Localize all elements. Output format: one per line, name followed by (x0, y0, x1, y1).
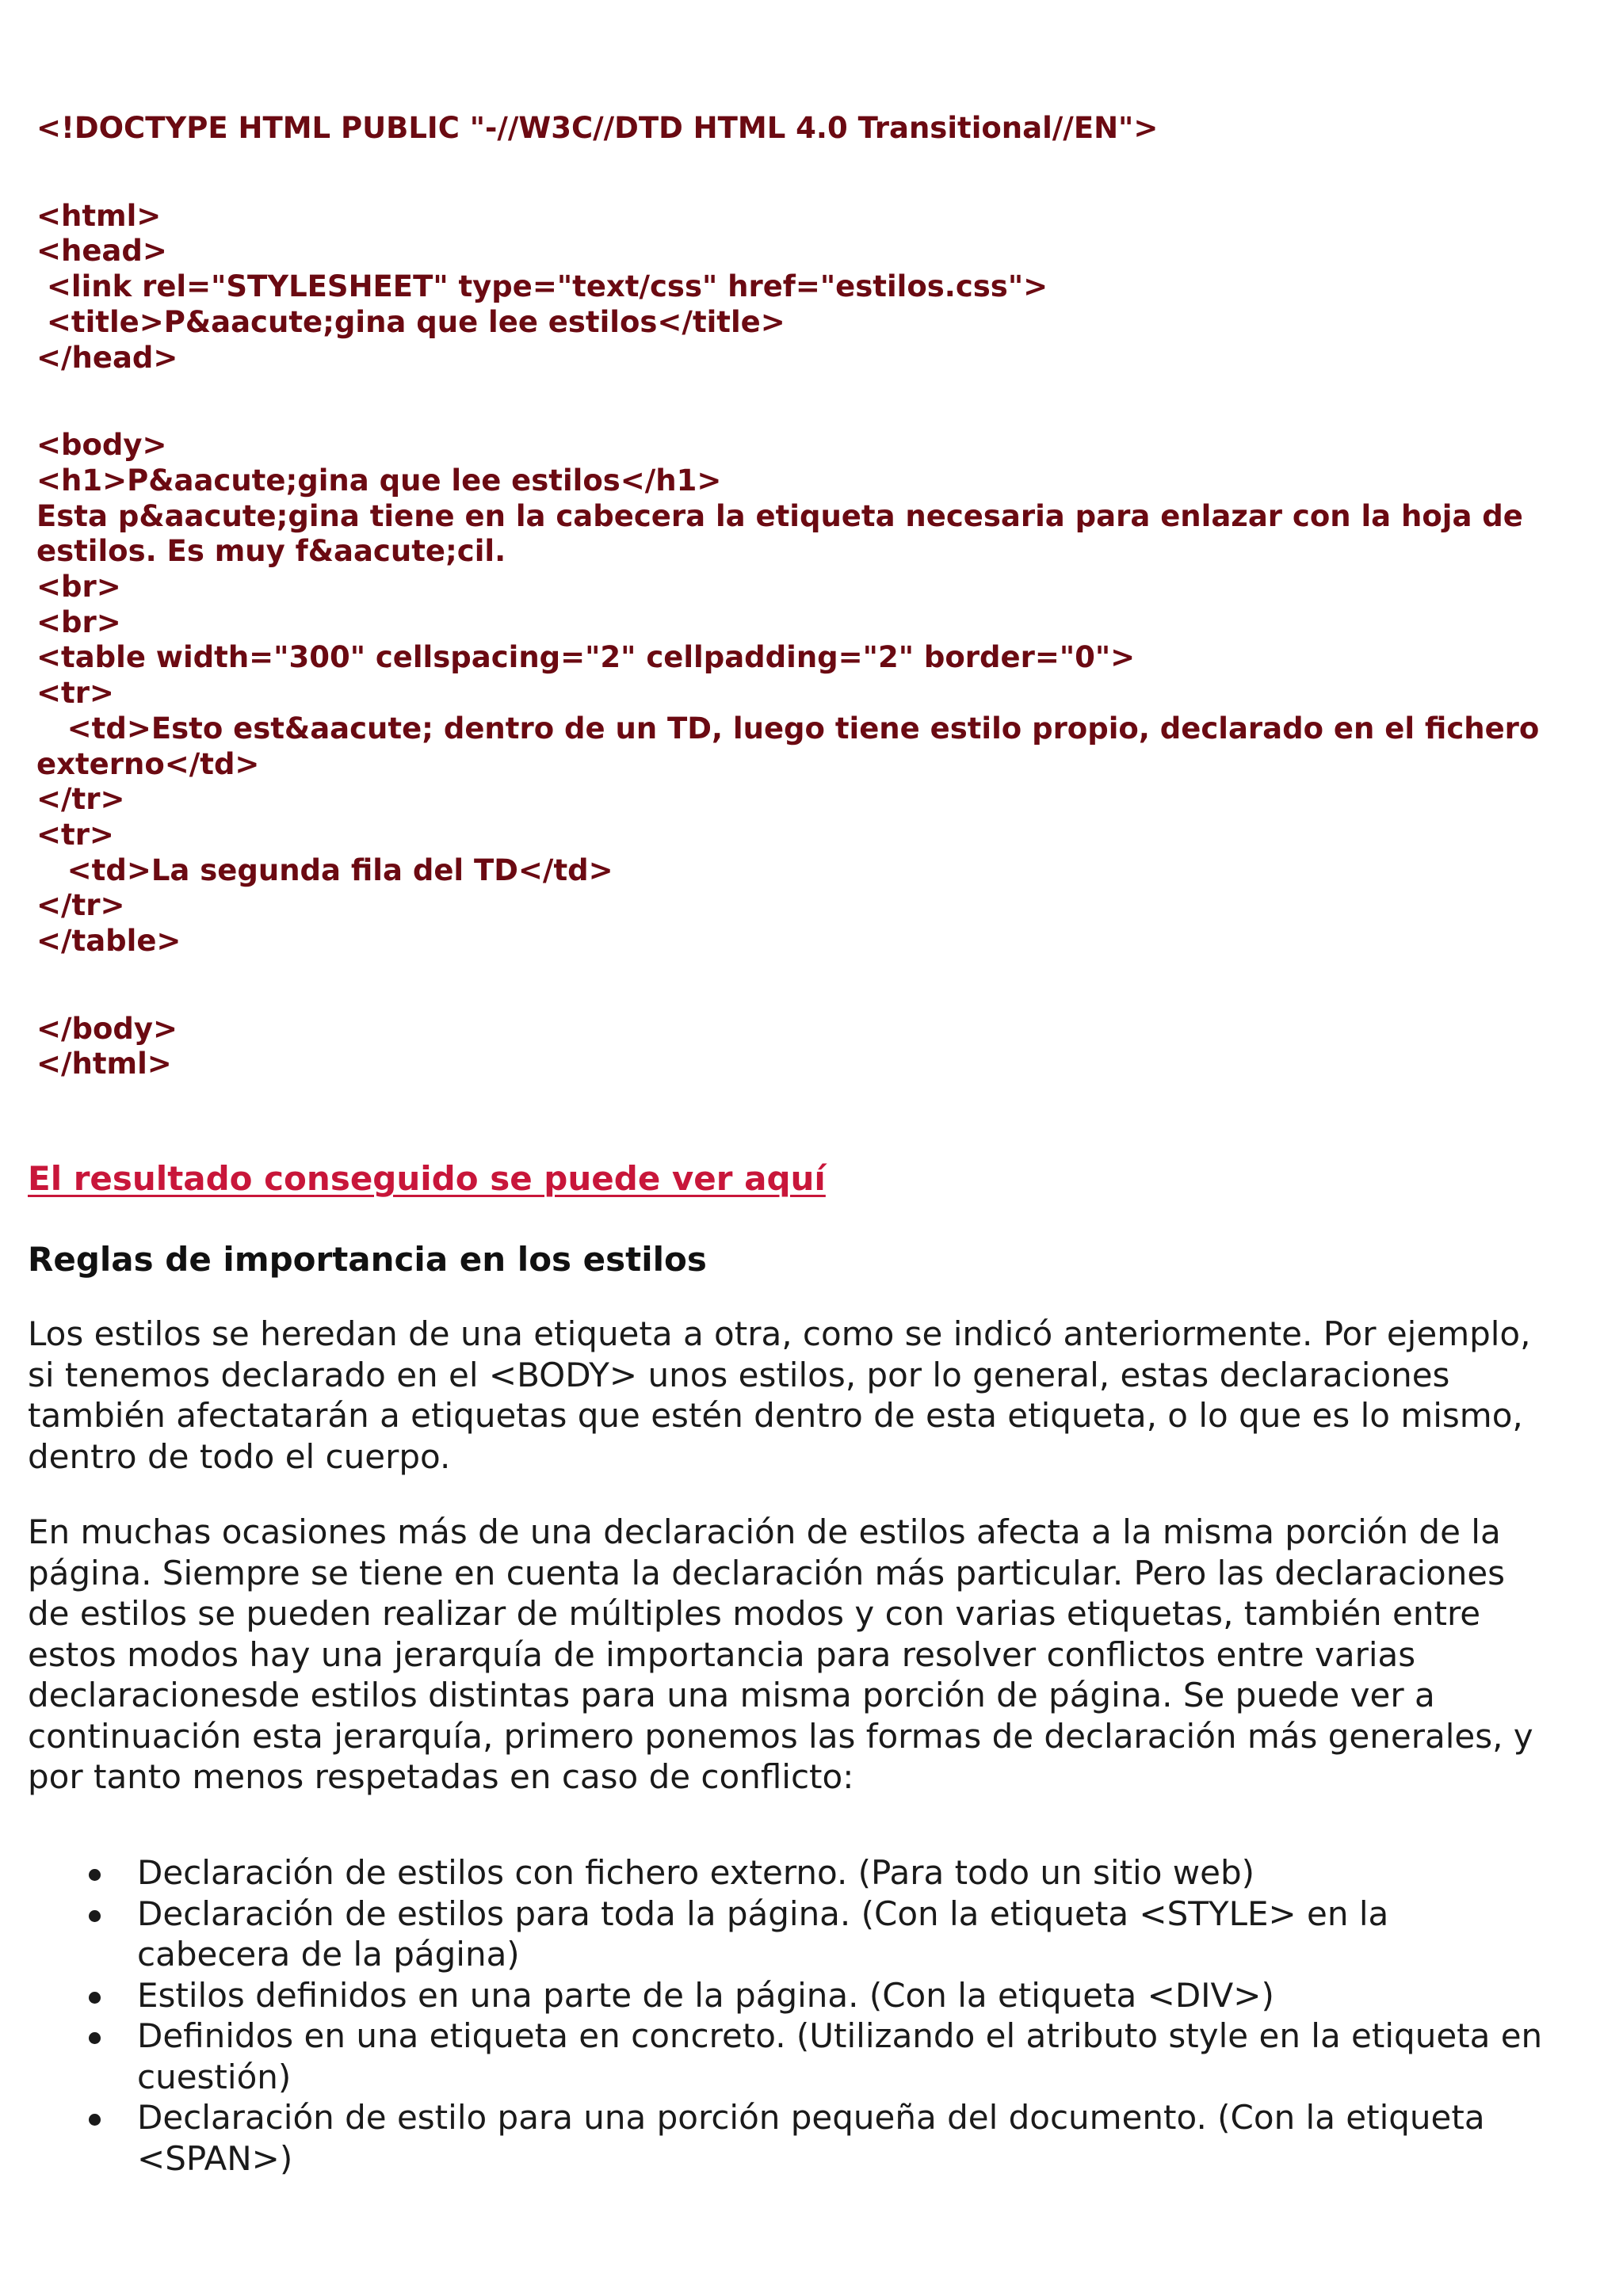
code-listing (36, 111, 1590, 1082)
code-line: </html> (36, 1047, 172, 1081)
list-item (0, 1852, 1623, 1894)
code-line: </tr> (36, 888, 125, 923)
code-line: <br> (36, 605, 121, 639)
list-item (0, 1975, 1623, 2016)
code-blank-line (36, 959, 1590, 1012)
list-item-text: cuestión) (137, 2057, 292, 2096)
bullet-icon (89, 1992, 101, 2004)
list-item-text: Definidos en una etiqueta en concreto. (Utilizando el atributo style en la etiqueta en (137, 2016, 1543, 2055)
bullet-icon (89, 2114, 101, 2126)
paragraph-line: Los estilos se heredan de una etiqueta a otra, como se indicó anteriormente. Por ejemplo, (28, 1314, 1531, 1353)
paragraph-hierarchy (28, 1512, 1597, 1798)
paragraph-line: declaracionesde estilos distintas para una misma porción de página. Se puede ver a (28, 1676, 1435, 1714)
hierarchy-list (0, 1852, 1623, 2179)
paragraph-line: por tanto menos respetadas en caso de conflicto: (28, 1757, 854, 1796)
code-line: Esta p&aacute;gina tiene en la cabecera la etiqueta necesaria para enlazar con la hoja de (36, 498, 1523, 533)
list-item (0, 2097, 1623, 2179)
list-item-text: Declaración de estilos para toda la página. (Con la etiqueta <STYLE> en la (137, 1894, 1389, 1933)
code-line: estilos. Es muy f&aacute;cil. (36, 534, 506, 569)
list-item-text: Declaración de estilo para una porción pequeña del documento. (Con la etiqueta (137, 2098, 1485, 2137)
paragraph-line: continuación esta jerarquía, primero ponemos las formas de declaración más generales, y (28, 1716, 1533, 1756)
code-line: <html> (36, 198, 162, 233)
list-item (0, 2016, 1623, 2097)
list-item-text: Estilos definidos en una parte de la página. (Con la etiqueta <DIV>) (137, 1975, 1274, 2015)
result-link[interactable]: El resultado conseguido se puede ver aquí (28, 1159, 826, 1198)
code-blank-line (36, 147, 1590, 199)
code-line: <h1>P&aacute;gina que lee estilos</h1> (36, 463, 722, 498)
paragraph-line: si tenemos declarado en el <BODY> unos estilos, por lo general, estas declaraciones (28, 1355, 1450, 1394)
code-line: <br> (36, 570, 121, 605)
code-line: <link rel="STYLESHEET" type="text/css" href="estilos.css"> (36, 269, 1048, 304)
code-line: </head> (36, 340, 178, 375)
code-line: <title>P&aacute;gina que lee estilos</title> (36, 304, 785, 339)
list-item-text: <SPAN>) (137, 2138, 293, 2178)
code-line: <td>Esto est&aacute; dentro de un TD, luego tiene estilo propio, declarado en el fichero (36, 711, 1540, 746)
paragraph-inheritance (28, 1314, 1597, 1477)
paragraph-line: página. Siempre se tiene en cuenta la declaración más particular. Pero las declaraciones (28, 1553, 1506, 1592)
list-item-text: cabecera de la página) (137, 1935, 520, 1974)
section-title: Reglas de importancia en los estilos (28, 1240, 707, 1279)
code-line: </body> (36, 1011, 178, 1046)
code-line: <tr> (36, 676, 114, 711)
bullet-icon (89, 1869, 101, 1881)
list-item (0, 1894, 1623, 1975)
paragraph-line: también afectatarán a etiquetas que estén dentro de esta etiqueta, o lo que es lo mismo, (28, 1396, 1523, 1435)
code-line: </table> (36, 924, 181, 959)
bullet-icon (89, 1910, 101, 1922)
code-line: <head> (36, 234, 167, 269)
code-line: <tr> (36, 817, 114, 852)
code-line: </tr> (36, 782, 125, 817)
paragraph-line: En muchas ocasiones más de una declaración de estilos afecta a la misma porción de la (28, 1512, 1501, 1551)
code-line: <body> (36, 428, 167, 463)
code-line: <!DOCTYPE HTML PUBLIC "-//W3C//DTD HTML 4.0 Transitional//EN"> (36, 111, 1159, 145)
code-line: <table width="300" cellspacing="2" cellpadding="2" border="0"> (36, 640, 1136, 675)
paragraph-line: estos modos hay una jerarquía de importancia para resolver conflictos entre varias (28, 1634, 1416, 1674)
code-blank-line (36, 376, 1590, 428)
paragraph-line: dentro de todo el cuerpo. (28, 1436, 451, 1476)
list-item-text: Declaración de estilos con fichero externo. (Para todo un sitio web) (137, 1853, 1254, 1892)
code-line: externo</td> (36, 746, 260, 781)
paragraph-line: de estilos se pueden realizar de múltiples modos y con varias etiquetas, también entre (28, 1594, 1481, 1633)
bullet-icon (89, 2032, 101, 2044)
code-line: <td>La segunda fila del TD</td> (36, 852, 613, 887)
